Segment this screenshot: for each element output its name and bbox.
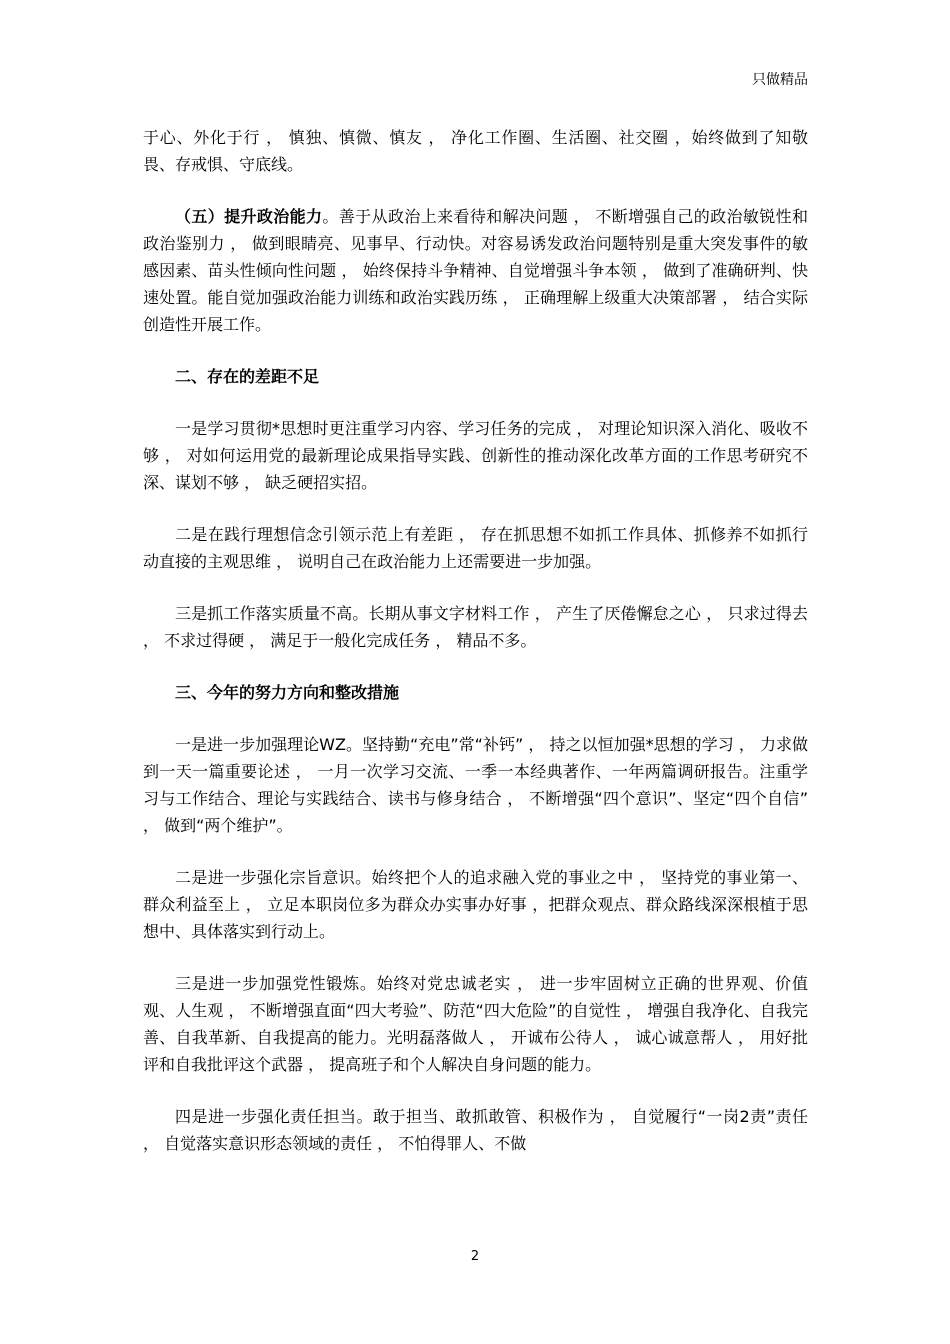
section-heading-measures: 三、今年的努力方向和整改措施: [175, 683, 400, 702]
paragraph-measure-two: 二是进一步强化宗旨意识。始终把个人的追求融入党的事业之中 ， 坚持党的事业第一、群众利益至上 ， 立足本职岗位多为群众办实事办好事 ，把群众观点、群众路线深深根植于思想中、具体落实到行动上。: [143, 868, 808, 941]
paragraph-measure-four: 四是进一步强化责任担当。敢于担当、敢抓敢管、积极作为 ， 自觉履行“一岗2责”责任 ， 自觉落实意识形态领域的责任 ， 不怕得罪人、不做: [143, 1107, 808, 1153]
paragraph-continuation: 于心、外化于行 ， 慎独、慎微、慎友 ， 净化工作圈、生活圈、社交圈 ，始终做到了知敬畏、存戒惧、守底线。: [143, 128, 808, 174]
paragraph-gap-two: 二是在践行理想信念引领示范上有差距 ， 存在抓思想不如抓工作具体、抓修养不如抓行动直接的主观思维 ， 说明自己在政治能力上还需要进一步加强。: [143, 525, 808, 571]
paragraph-gap-one: 一是学习贯彻*思想时更注重学习内容、学习任务的完成 ， 对理论知识深入消化、吸收不够 ， 对如何运用党的最新理论成果指导实践、创新性的推动深化改革方面的工作思考研究不深、谋划不够 ， 缺乏硬招实招。: [143, 419, 808, 492]
header-note: 只做精品: [752, 72, 808, 88]
paragraph-political-ability: [143, 203, 808, 338]
document-body: [143, 124, 808, 1182]
page-number: 2: [470, 1249, 480, 1264]
paragraph-lead-title: （五）提升政治能力: [175, 207, 323, 226]
paragraph-gap-three: 三是抓工作落实质量不高。长期从事文字材料工作 ， 产生了厌倦懈怠之心 ， 只求过得去 ， 不求过得硬 ， 满足于一般化完成任务 ， 精品不多。: [143, 604, 808, 650]
paragraph-measure-three: 三是进一步加强党性锻炼。始终对党忠诚老实 ， 进一步牢固树立正确的世界观、价值观、人生观 ， 不断增强直面“四大考验”、防范“四大危险”的自觉性 ， 增强自我净化、自我完善、自我革新、自我提高的能力。光明磊落做人 ， 开诚布公待人 ， 诚心诚意帮人 ， 用好批评和自我批评这个武器 ， 提高班子和个人解决自身问题的能力。: [143, 974, 808, 1074]
section-heading-gaps: 二、存在的差距不足: [175, 367, 320, 386]
paragraph-measure-one: 一是进一步加强理论WZ。坚持勤“充电”常“补钙” ， 持之以恒加强*思想的学习 ， 力求做到一天一篇重要论述 ， 一月一次学习交流、一季一本经典著作、一年两篇调研报告。注重学习与工作结合、理论与实践结合、读书与修身结合 ， 不断增强“四个意识”、坚定“四个自信” ， 做到“两个维护”。: [143, 735, 808, 835]
paragraph-body: 。善于从政治上来看待和解决问题 ， 不断增强自己的政治敏锐性和政治鉴别力 ， 做到眼睛亮、见事早、行动快。对容易诱发政治问题特别是重大突发事件的敏感因素、苗头性倾向性问题 ， 始终保持斗争精神、自觉增强斗争本领 ， 做到了准确研判、快速处置。能自觉加强政治能力训练和政治实践历练 ， 正确理解上级重大决策部署 ， 结合实际创造性开展工作。: [143, 207, 808, 334]
